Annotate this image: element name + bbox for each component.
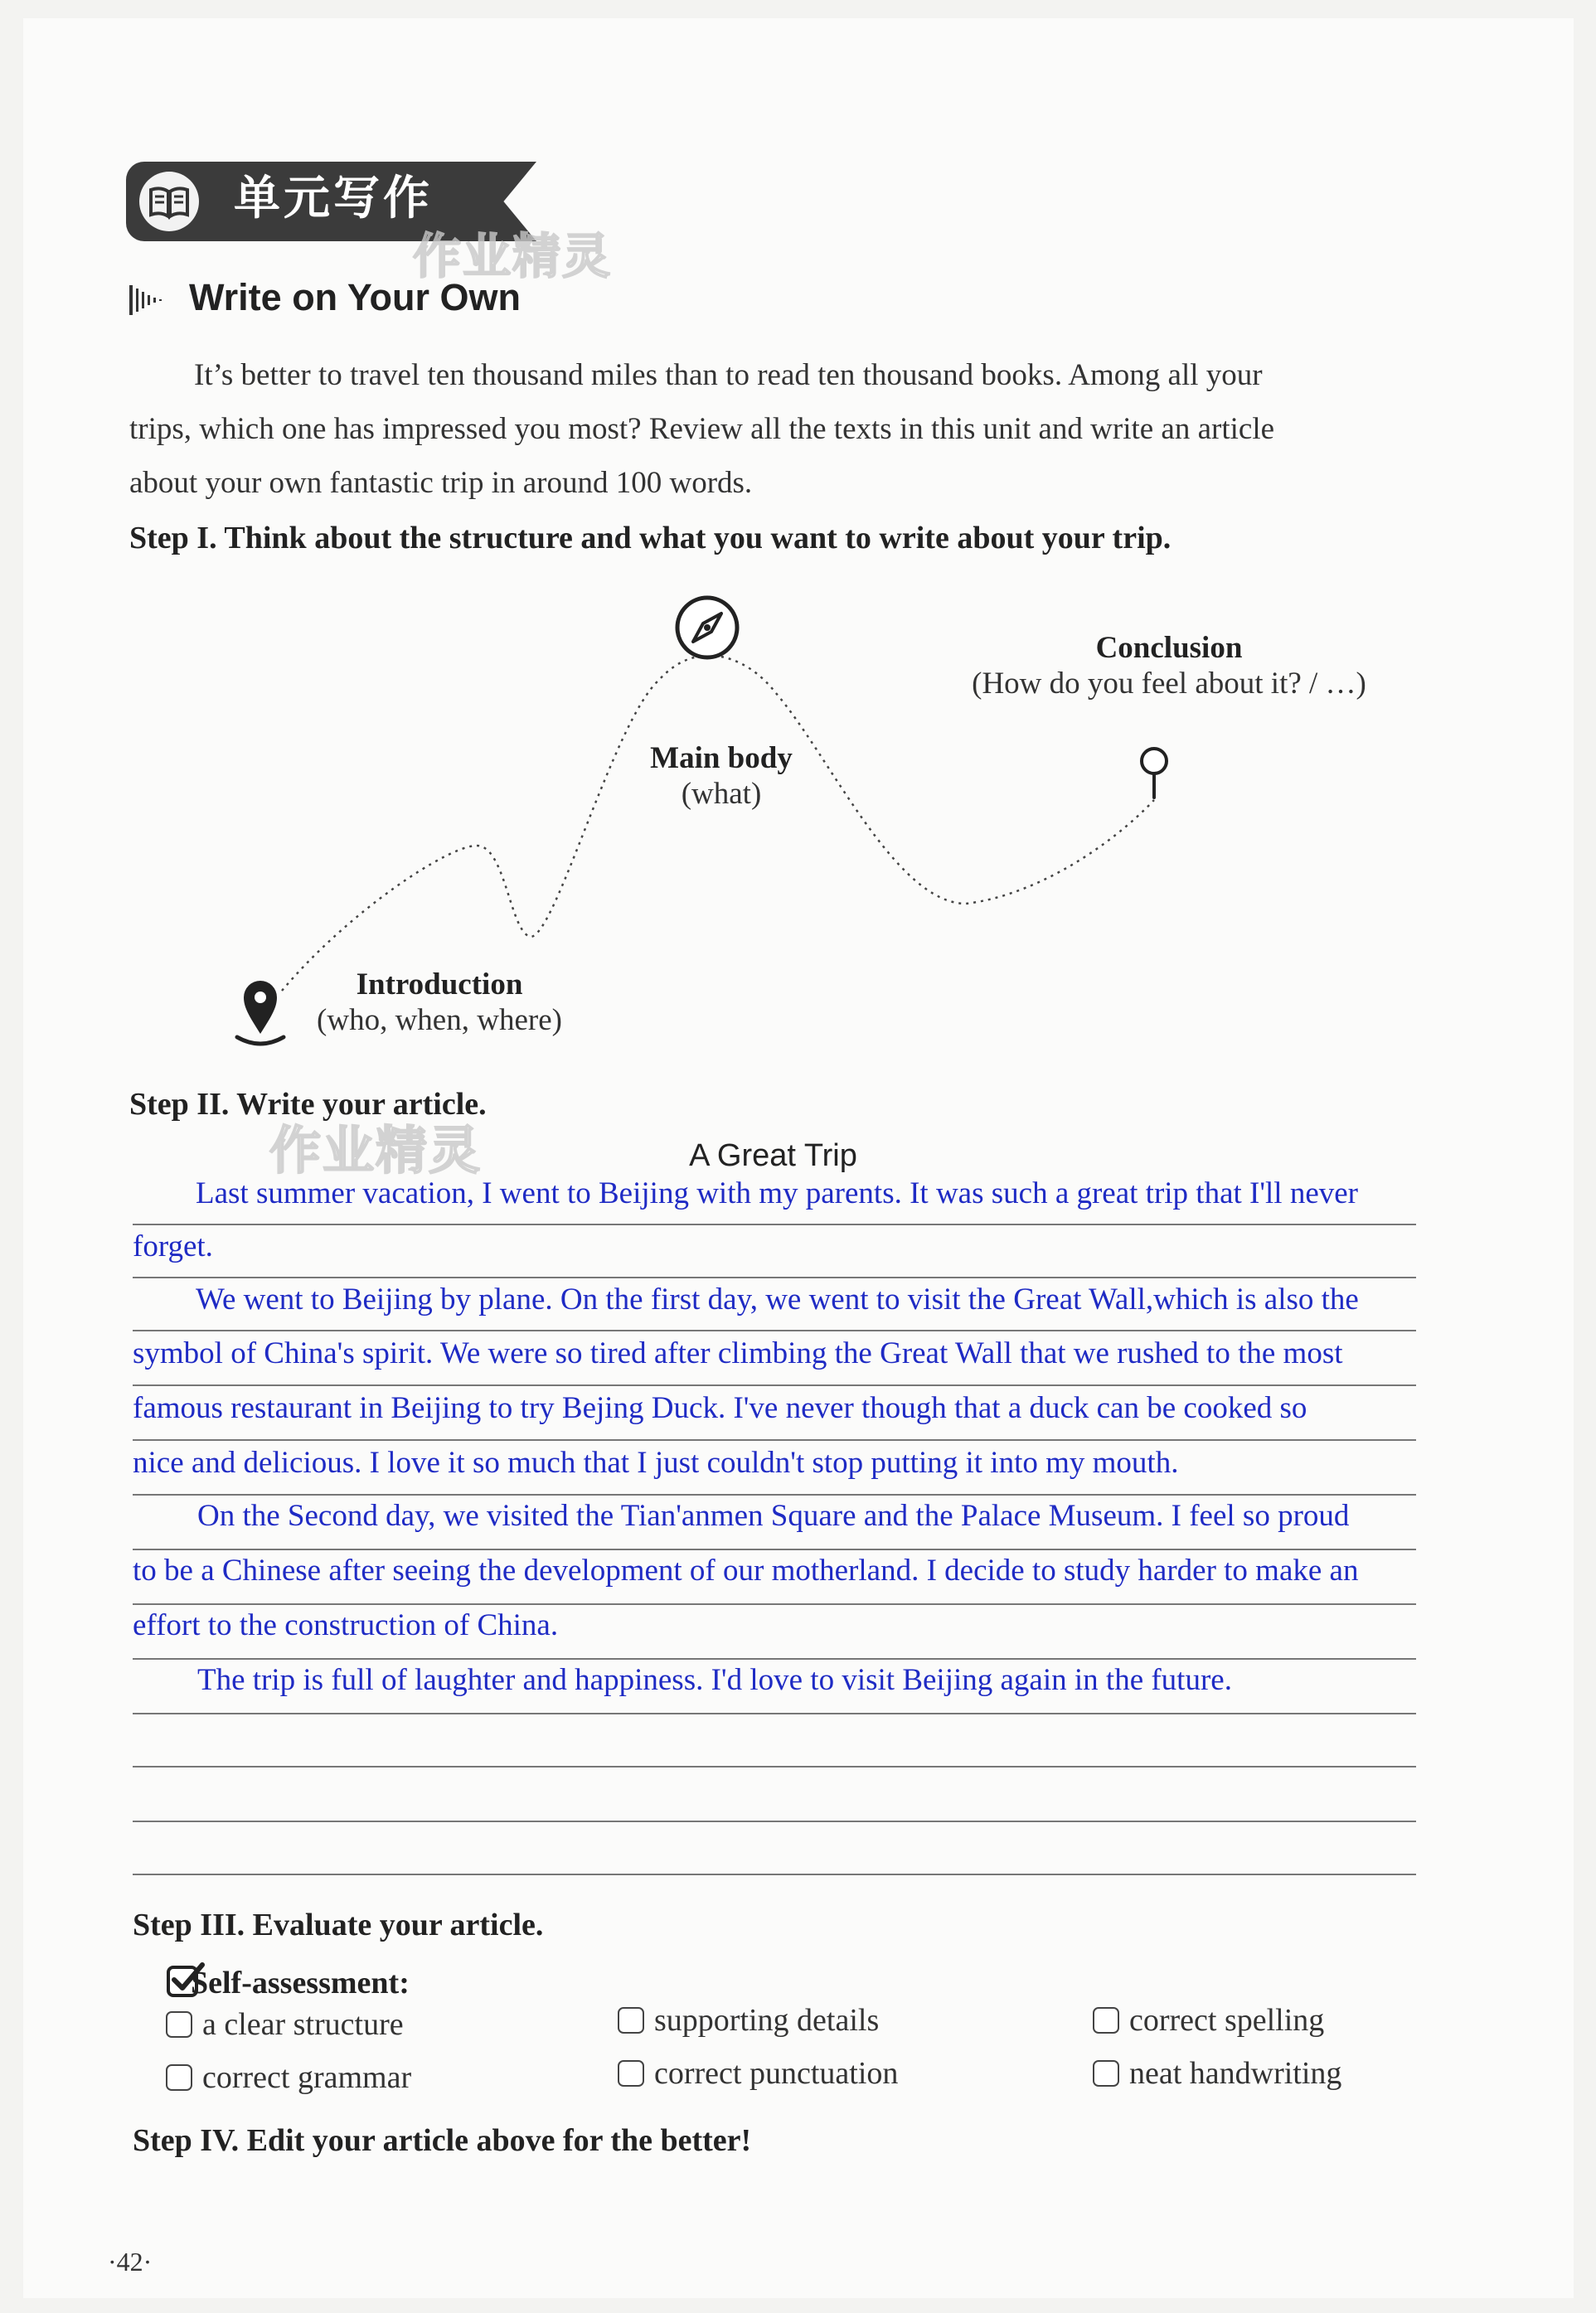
checkbox[interactable] <box>618 2007 644 2034</box>
ruled-line <box>133 1494 1416 1496</box>
ruled-line <box>133 1821 1416 1822</box>
step-3-heading: Step III. Evaluate your article. <box>133 1908 544 1942</box>
watermark: 作业精灵 <box>269 1120 483 1181</box>
ruled-line <box>133 1549 1416 1550</box>
checkbox[interactable] <box>1093 2060 1119 2087</box>
checklist-label: correct spelling <box>1129 2003 1325 2038</box>
conclusion-title: Conclusion <box>1095 631 1243 665</box>
checklist-label: neat handwriting <box>1129 2056 1342 2091</box>
ruled-line <box>133 1658 1416 1660</box>
page-number: ·42· <box>108 2247 153 2277</box>
finish-pin-icon <box>1136 746 1172 801</box>
article-line: We went to Beijing by plane. On the first day, we went to visit the Great Wall,which is also the <box>196 1283 1359 1317</box>
step-4-heading: Step IV. Edit your article above for the better! <box>133 2123 752 2158</box>
main-body-label <box>597 740 846 812</box>
ruled-line <box>133 1224 1416 1225</box>
introduction-title: Introduction <box>356 967 523 1001</box>
checklist-label: correct grammar <box>202 2060 412 2095</box>
step-1-heading: Step I. Think about the structure and what you want to write about your trip. <box>129 521 1172 555</box>
checklist-label: correct punctuation <box>654 2056 899 2091</box>
checklist-item[interactable] <box>618 2002 879 2039</box>
article-title: A Great Trip <box>689 1138 857 1173</box>
intro-line: It’s better to travel ten thousand miles than to read ten thousand books. Among all your <box>194 358 1263 392</box>
ruled-line <box>133 1603 1416 1605</box>
article-line: effort to the construction of China. <box>133 1608 559 1642</box>
watermark: 作业精灵 <box>413 228 613 284</box>
checklist-label: supporting details <box>654 2003 880 2038</box>
checkbox[interactable] <box>1093 2007 1119 2034</box>
compass-icon <box>673 594 741 662</box>
checkbox[interactable] <box>166 2064 192 2091</box>
section-heading: Write on Your Own <box>189 276 521 318</box>
checkbox[interactable] <box>166 2011 192 2038</box>
checklist-item[interactable] <box>166 2006 404 2043</box>
article-line: The trip is full of laughter and happiness. I'd love to visit Beijing again in the future. <box>197 1663 1232 1697</box>
ruled-line <box>133 1384 1416 1386</box>
article-line: On the Second day, we visited the Tian'anmen Square and the Palace Museum. I feel so proud <box>197 1499 1350 1533</box>
ruled-line <box>133 1277 1416 1278</box>
intro-line: trips, which one has impressed you most? Review all the texts in this unit and write an article <box>129 412 1275 446</box>
intro-line: about your own fantastic trip in around 100 words. <box>129 466 753 500</box>
checkbox[interactable] <box>618 2060 644 2087</box>
checklist-item[interactable] <box>166 2059 411 2096</box>
article-line: forget. <box>133 1229 213 1263</box>
checklist-item[interactable] <box>618 2055 898 2092</box>
checklist-label: a clear structure <box>202 2007 404 2042</box>
main-body-title: Main body <box>650 741 793 775</box>
article-line: to be a Chinese after seeing the development of our motherland. I decide to study harder to make an <box>133 1554 1359 1588</box>
introduction-sub: (who, when, where) <box>317 1003 562 1037</box>
article-line: Last summer vacation, I went to Beijing with my parents. It was such a great trip that I'll never <box>196 1176 1359 1210</box>
step-2-heading: Step II. Write your article. <box>129 1087 487 1122</box>
checklist-item[interactable] <box>1093 2002 1324 2039</box>
introduction-label <box>303 967 576 1038</box>
location-pin-icon <box>224 974 297 1049</box>
ruled-line <box>133 1713 1416 1714</box>
ruled-line <box>133 1439 1416 1441</box>
ruled-line <box>133 1330 1416 1331</box>
self-assessment-title: Self-assessment: <box>191 1966 410 2000</box>
ruled-line <box>133 1874 1416 1875</box>
conclusion-sub: (How do you feel about it? / …) <box>972 667 1366 701</box>
conclusion-label <box>945 630 1393 701</box>
article-line: symbol of China's spirit. We were so tired after climbing the Great Wall that we rushed to the most <box>133 1336 1343 1370</box>
checklist-item[interactable] <box>1093 2055 1341 2092</box>
banner-title: 单元写作 <box>234 172 433 225</box>
main-body-sub: (what) <box>681 777 762 811</box>
structure-path <box>0 0 1596 1078</box>
article-line: famous restaurant in Beijing to try Bejing Duck. I've never though that a duck can be cooked so <box>133 1391 1307 1425</box>
ruled-line <box>133 1766 1416 1767</box>
article-line: nice and delicious. I love it so much that I just couldn't stop putting it into my mouth. <box>133 1446 1179 1480</box>
